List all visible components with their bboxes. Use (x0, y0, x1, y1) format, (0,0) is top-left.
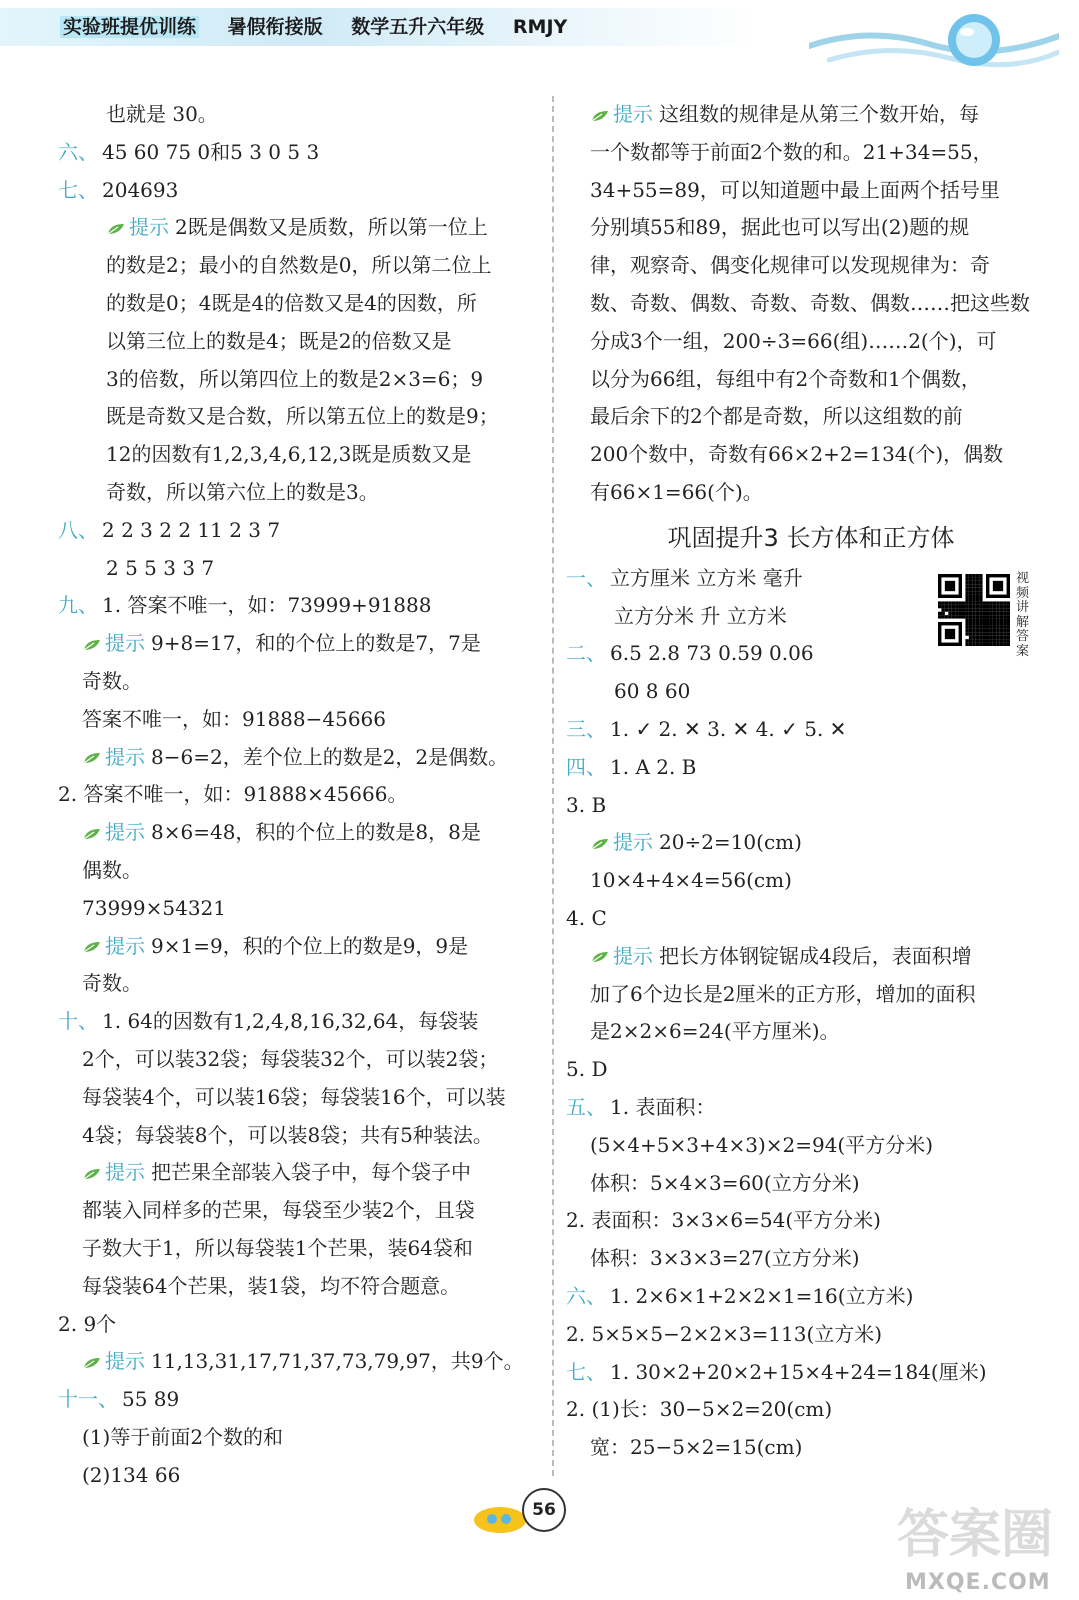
answer-line (58, 587, 548, 625)
answer-line (58, 1343, 548, 1381)
answer-line (566, 1089, 1056, 1127)
answer-text: 既是奇数又是合数，所以第五位上的数是9； (106, 404, 499, 429)
answer-line (58, 361, 548, 399)
answer-line (566, 824, 1056, 862)
answer-line (58, 965, 548, 1003)
answer-line (58, 739, 548, 777)
answer-text: 2 5 5 3 3 7 (106, 555, 215, 580)
answer-line (566, 862, 1056, 900)
answer-text: 2 2 3 2 2 11 2 3 7 (102, 517, 281, 542)
section-number: 六、 (566, 1283, 606, 1308)
answer-text: 把芒果全部装入袋子中，每个袋子中 (151, 1160, 471, 1185)
answer-line (58, 247, 548, 285)
answer-text: 最后余下的2个都是奇数，所以这组数的前 (590, 404, 963, 429)
answer-text: (2)134 66 (82, 1462, 181, 1487)
header-title (60, 12, 589, 39)
answer-line (566, 1354, 1056, 1392)
page-number-badge (470, 1482, 580, 1542)
answer-line (566, 1391, 1056, 1429)
answer-text: 2既是偶数又是质数，所以第一位上 (175, 215, 488, 240)
hint-label (590, 944, 653, 968)
answer-line (58, 398, 548, 436)
answer-line (566, 1165, 1056, 1203)
answer-text: 答案不唯一，如：91888−45666 (82, 706, 387, 731)
answer-text: 奇数。 (82, 971, 142, 996)
hint-label-text: 提示 (613, 943, 653, 968)
leaf-icon (82, 751, 102, 765)
answer-line (58, 1079, 548, 1117)
answer-text: 宽：25−5×2=15(cm) (590, 1435, 803, 1460)
hint-label (82, 631, 145, 655)
answer-text: 4袋；每袋装8个，可以装8袋；共有5种装法。 (82, 1122, 493, 1147)
answer-line (58, 1154, 548, 1192)
answer-text: 3的倍数，所以第四位上的数是2×3=6；9 (106, 366, 484, 391)
leaf-icon (82, 940, 102, 954)
answer-line (58, 209, 548, 247)
leaf-icon (82, 1356, 102, 1370)
hint-label-text: 提示 (105, 933, 145, 958)
answer-line (58, 701, 548, 739)
answer-line (566, 938, 1056, 976)
answer-text: 每袋装4个，可以装16袋；每袋装16个，可以装 (82, 1084, 506, 1109)
answer-text: 5. D (566, 1057, 608, 1082)
answer-text: 1. 表面积： (610, 1094, 716, 1119)
hint-label-text: 提示 (105, 820, 145, 845)
answer-text: 1. 答案不唯一，如：73999+91888 (102, 593, 432, 618)
leaf-icon (590, 837, 610, 851)
answer-line (58, 663, 548, 701)
answer-line (566, 134, 1056, 172)
answer-text: 的数是2；最小的自然数是0，所以第二位上 (106, 253, 492, 278)
answer-line (566, 1202, 1056, 1240)
answer-text: 有66×1=66(个)。 (590, 479, 763, 504)
answer-text: 每袋装64个芒果，装1袋，均不符合题意。 (82, 1273, 461, 1298)
leaf-icon (590, 109, 610, 123)
answer-text: 1. 2×6×1+2×2×1=16(立方米) (610, 1283, 914, 1308)
left-column (58, 96, 548, 1494)
hint-label-text: 提示 (105, 1349, 145, 1374)
series-brand: 实验班提优训练 (60, 16, 199, 38)
answer-text: 这组数的规律是从第三个数开始，每 (659, 102, 979, 126)
answer-text: 200个数中，奇数有66×2+2=134(个)，偶数 (590, 442, 1004, 467)
answer-text: 11,13,31,17,71,37,73,79,97，共9个。 (151, 1349, 524, 1374)
answer-text: 2. 答案不唯一，如：91888×45666。 (58, 782, 408, 807)
hint-label (82, 820, 145, 844)
section-number: 七、 (566, 1359, 606, 1384)
answer-line (58, 285, 548, 323)
answer-text: 9×1=9，积的个位上的数是9，9是 (151, 933, 469, 958)
answer-text: 34+55=89，可以知道题中最上面两个括号里 (590, 177, 1000, 202)
answer-text: 2. 9个 (58, 1311, 117, 1336)
answer-line (566, 361, 1056, 399)
hint-label (82, 934, 145, 958)
answer-text: 60 8 60 (614, 679, 691, 704)
hint-label-text: 提示 (613, 102, 653, 126)
section-number: 八、 (58, 517, 98, 542)
answer-line (58, 625, 548, 663)
answer-text: 分成3个一组，200÷3=66(组)……2(个)，可 (590, 328, 997, 353)
hint-label (106, 215, 169, 239)
leaf-icon (106, 222, 126, 236)
watermark-url: MXQE.COM (905, 1570, 1051, 1595)
answer-line (58, 436, 548, 474)
answer-text: 8×6=48，积的个位上的数是8，8是 (151, 820, 481, 845)
answer-text: 1. A 2. B (610, 754, 697, 779)
answer-text: 子数大于1，所以每袋装1个芒果，装64袋和 (82, 1235, 473, 1260)
answer-line (566, 209, 1056, 247)
answer-text: 奇数，所以第六位上的数是3。 (106, 479, 379, 504)
answer-text: 体积：5×4×3=60(立方分米) (590, 1170, 860, 1195)
answer-line (566, 673, 1056, 711)
section-number: 五、 (566, 1094, 606, 1119)
section-number: 一、 (566, 565, 606, 590)
answer-line (58, 1192, 548, 1230)
page-header (0, 0, 1079, 70)
answer-text: 偶数。 (82, 857, 142, 882)
subject-label: 数学五升六年级 (351, 16, 485, 38)
answer-line (58, 1268, 548, 1306)
answer-line (566, 900, 1056, 938)
watermark-text: 答案圈 (896, 1505, 1054, 1565)
qr-caption: 视频讲解答案 (1016, 571, 1030, 659)
header-decoration-icon (809, 6, 1059, 74)
hint-label-text: 提示 (613, 830, 653, 855)
section-number: 六、 (58, 139, 98, 164)
section-title: 巩固提升3 长方体和正方体 (667, 523, 955, 552)
submarine-icon (470, 1492, 530, 1542)
hint-label (590, 102, 653, 126)
answer-line (566, 1240, 1056, 1278)
answer-line (58, 323, 548, 361)
answer-line (566, 711, 1056, 749)
answer-line (566, 976, 1056, 1014)
answer-line (566, 285, 1056, 323)
hint-label (590, 830, 653, 854)
answer-text: 都装入同样多的芒果，每袋至少装2个，且袋 (82, 1198, 475, 1223)
answer-line (566, 323, 1056, 361)
answer-text: 把长方体钢锭锯成4段后，表面积增 (659, 943, 972, 968)
answer-text: 2. 5×5×5−2×2×3=113(立方米) (566, 1321, 883, 1346)
answer-text: 1. ✓ 2. ✕ 3. ✕ 4. ✓ 5. ✕ (610, 716, 847, 741)
hint-label-text: 提示 (105, 1160, 145, 1185)
leaf-icon (590, 950, 610, 964)
answer-line (58, 1003, 548, 1041)
answer-text: (5×4+5×3+4×3)×2=94(平方分米) (590, 1132, 934, 1157)
answer-line (58, 928, 548, 966)
right-column (566, 96, 1056, 1467)
answer-line (58, 134, 548, 172)
answer-line (566, 436, 1056, 474)
answer-line (58, 1381, 548, 1419)
answer-text: 20÷2=10(cm) (659, 830, 802, 855)
answer-text: 体积：3×3×3=27(立方分米) (590, 1246, 860, 1271)
leaf-icon (82, 638, 102, 652)
answer-line (566, 1051, 1056, 1089)
page-number: 56 (522, 1488, 566, 1532)
answer-text: 立方厘米 立方米 毫升 (610, 565, 803, 590)
answer-text: 的数是0；4既是4的倍数又是4的因数，所 (106, 290, 477, 315)
answer-line (58, 814, 548, 852)
answer-line (58, 776, 548, 814)
answer-line (58, 1041, 548, 1079)
publisher-code: RMJY (512, 16, 568, 38)
answer-line (566, 749, 1056, 787)
answer-text: 204693 (102, 177, 179, 202)
section-number: 十、 (58, 1009, 98, 1034)
answer-line (58, 852, 548, 890)
section-number: 三、 (566, 716, 606, 741)
column-divider (552, 96, 554, 1476)
answer-text: 分别填55和89，据此也可以写出(2)题的规 (590, 215, 970, 240)
answer-line (566, 398, 1056, 436)
answer-line (58, 512, 548, 550)
qr-code-icon[interactable] (938, 574, 1010, 646)
section-number: 九、 (58, 593, 98, 618)
answer-line (566, 1316, 1056, 1354)
answer-text: 4. C (566, 905, 607, 930)
answer-line (58, 172, 548, 210)
answer-text: 数、奇数、偶数、奇数、奇数、偶数……把这些数 (590, 290, 1030, 315)
section-number: 二、 (566, 641, 606, 666)
right-bottom-block (566, 560, 1056, 1467)
answer-text: 12的因数有1,2,3,4,6,12,3既是质数又是 (106, 442, 472, 467)
answer-text: 也就是 30。 (106, 102, 218, 126)
answer-line (566, 247, 1056, 285)
answer-line (566, 787, 1056, 825)
answer-text: 55 89 (122, 1387, 180, 1412)
hint-label-text: 提示 (105, 744, 145, 769)
leaf-icon (82, 1167, 102, 1181)
answer-line (566, 1127, 1056, 1165)
answer-text: 加了6个边长是2厘米的正方形，增加的面积 (590, 981, 976, 1006)
answer-line (58, 890, 548, 928)
answer-line (58, 1230, 548, 1268)
answer-text: 2. 表面积：3×3×6=54(平方分米) (566, 1208, 881, 1233)
answer-line (58, 1117, 548, 1155)
leaf-icon (82, 827, 102, 841)
answer-text: (1)等于前面2个数的和 (82, 1424, 284, 1449)
answer-line (58, 1419, 548, 1457)
answer-text: 73999×54321 (82, 895, 227, 920)
answer-text: 是2×2×6=24(平方厘米)。 (590, 1019, 840, 1044)
section-number: 七、 (58, 177, 98, 202)
edition-label: 暑假衔接版 (227, 16, 323, 38)
answer-text: 6.5 2.8 73 0.59 0.06 (610, 641, 814, 666)
section-number: 四、 (566, 754, 606, 779)
answer-line (58, 96, 548, 134)
answer-text: 8−6=2，差个位上的数是2，2是偶数。 (151, 744, 509, 769)
answer-text: 以分为66组，每组中有2个奇数和1个偶数， (590, 366, 981, 391)
hint-label-text: 提示 (105, 631, 145, 656)
hint-label (82, 1160, 145, 1184)
answer-text: 3. B (566, 792, 607, 817)
answer-text: 2个，可以装32袋；每袋装32个，可以装2袋； (82, 1046, 499, 1071)
hint-label (82, 1349, 145, 1373)
answer-text: 2. (1)长：30−5×2=20(cm) (566, 1397, 833, 1422)
answer-text: 1. 30×2+20×2+15×4+24=184(厘米) (610, 1359, 987, 1384)
section-number: 十一、 (58, 1387, 118, 1412)
answer-line (58, 550, 548, 588)
answer-line (566, 1429, 1056, 1467)
answer-line (566, 474, 1056, 512)
answer-line (58, 474, 548, 512)
answer-text: 律，观察奇、偶变化规律可以发现规律为：奇 (590, 253, 990, 278)
answer-line (566, 96, 1056, 134)
answer-text: 45 60 75 0和5 3 0 5 3 (102, 139, 320, 164)
answer-text: 9+8=17，和的个位上的数是7，7是 (151, 631, 481, 656)
answer-text: 立方分米 升 立方米 (614, 603, 787, 628)
answer-text: 1. 64的因数有1,2,4,8,16,32,64，每袋装 (102, 1009, 479, 1034)
answer-line (566, 1013, 1056, 1051)
answer-text: 以第三位上的数是4；既是2的倍数又是 (106, 328, 452, 353)
right-top-block (566, 96, 1056, 512)
answer-text: 10×4+4×4=56(cm) (590, 868, 792, 893)
answer-line (58, 1306, 548, 1344)
hint-label (82, 745, 145, 769)
answer-line (566, 172, 1056, 210)
answer-text: 奇数。 (82, 668, 142, 693)
answer-text: 一个数都等于前面2个数的和。21+34=55， (590, 139, 993, 164)
answer-line (566, 1278, 1056, 1316)
hint-label-text: 提示 (129, 215, 169, 240)
